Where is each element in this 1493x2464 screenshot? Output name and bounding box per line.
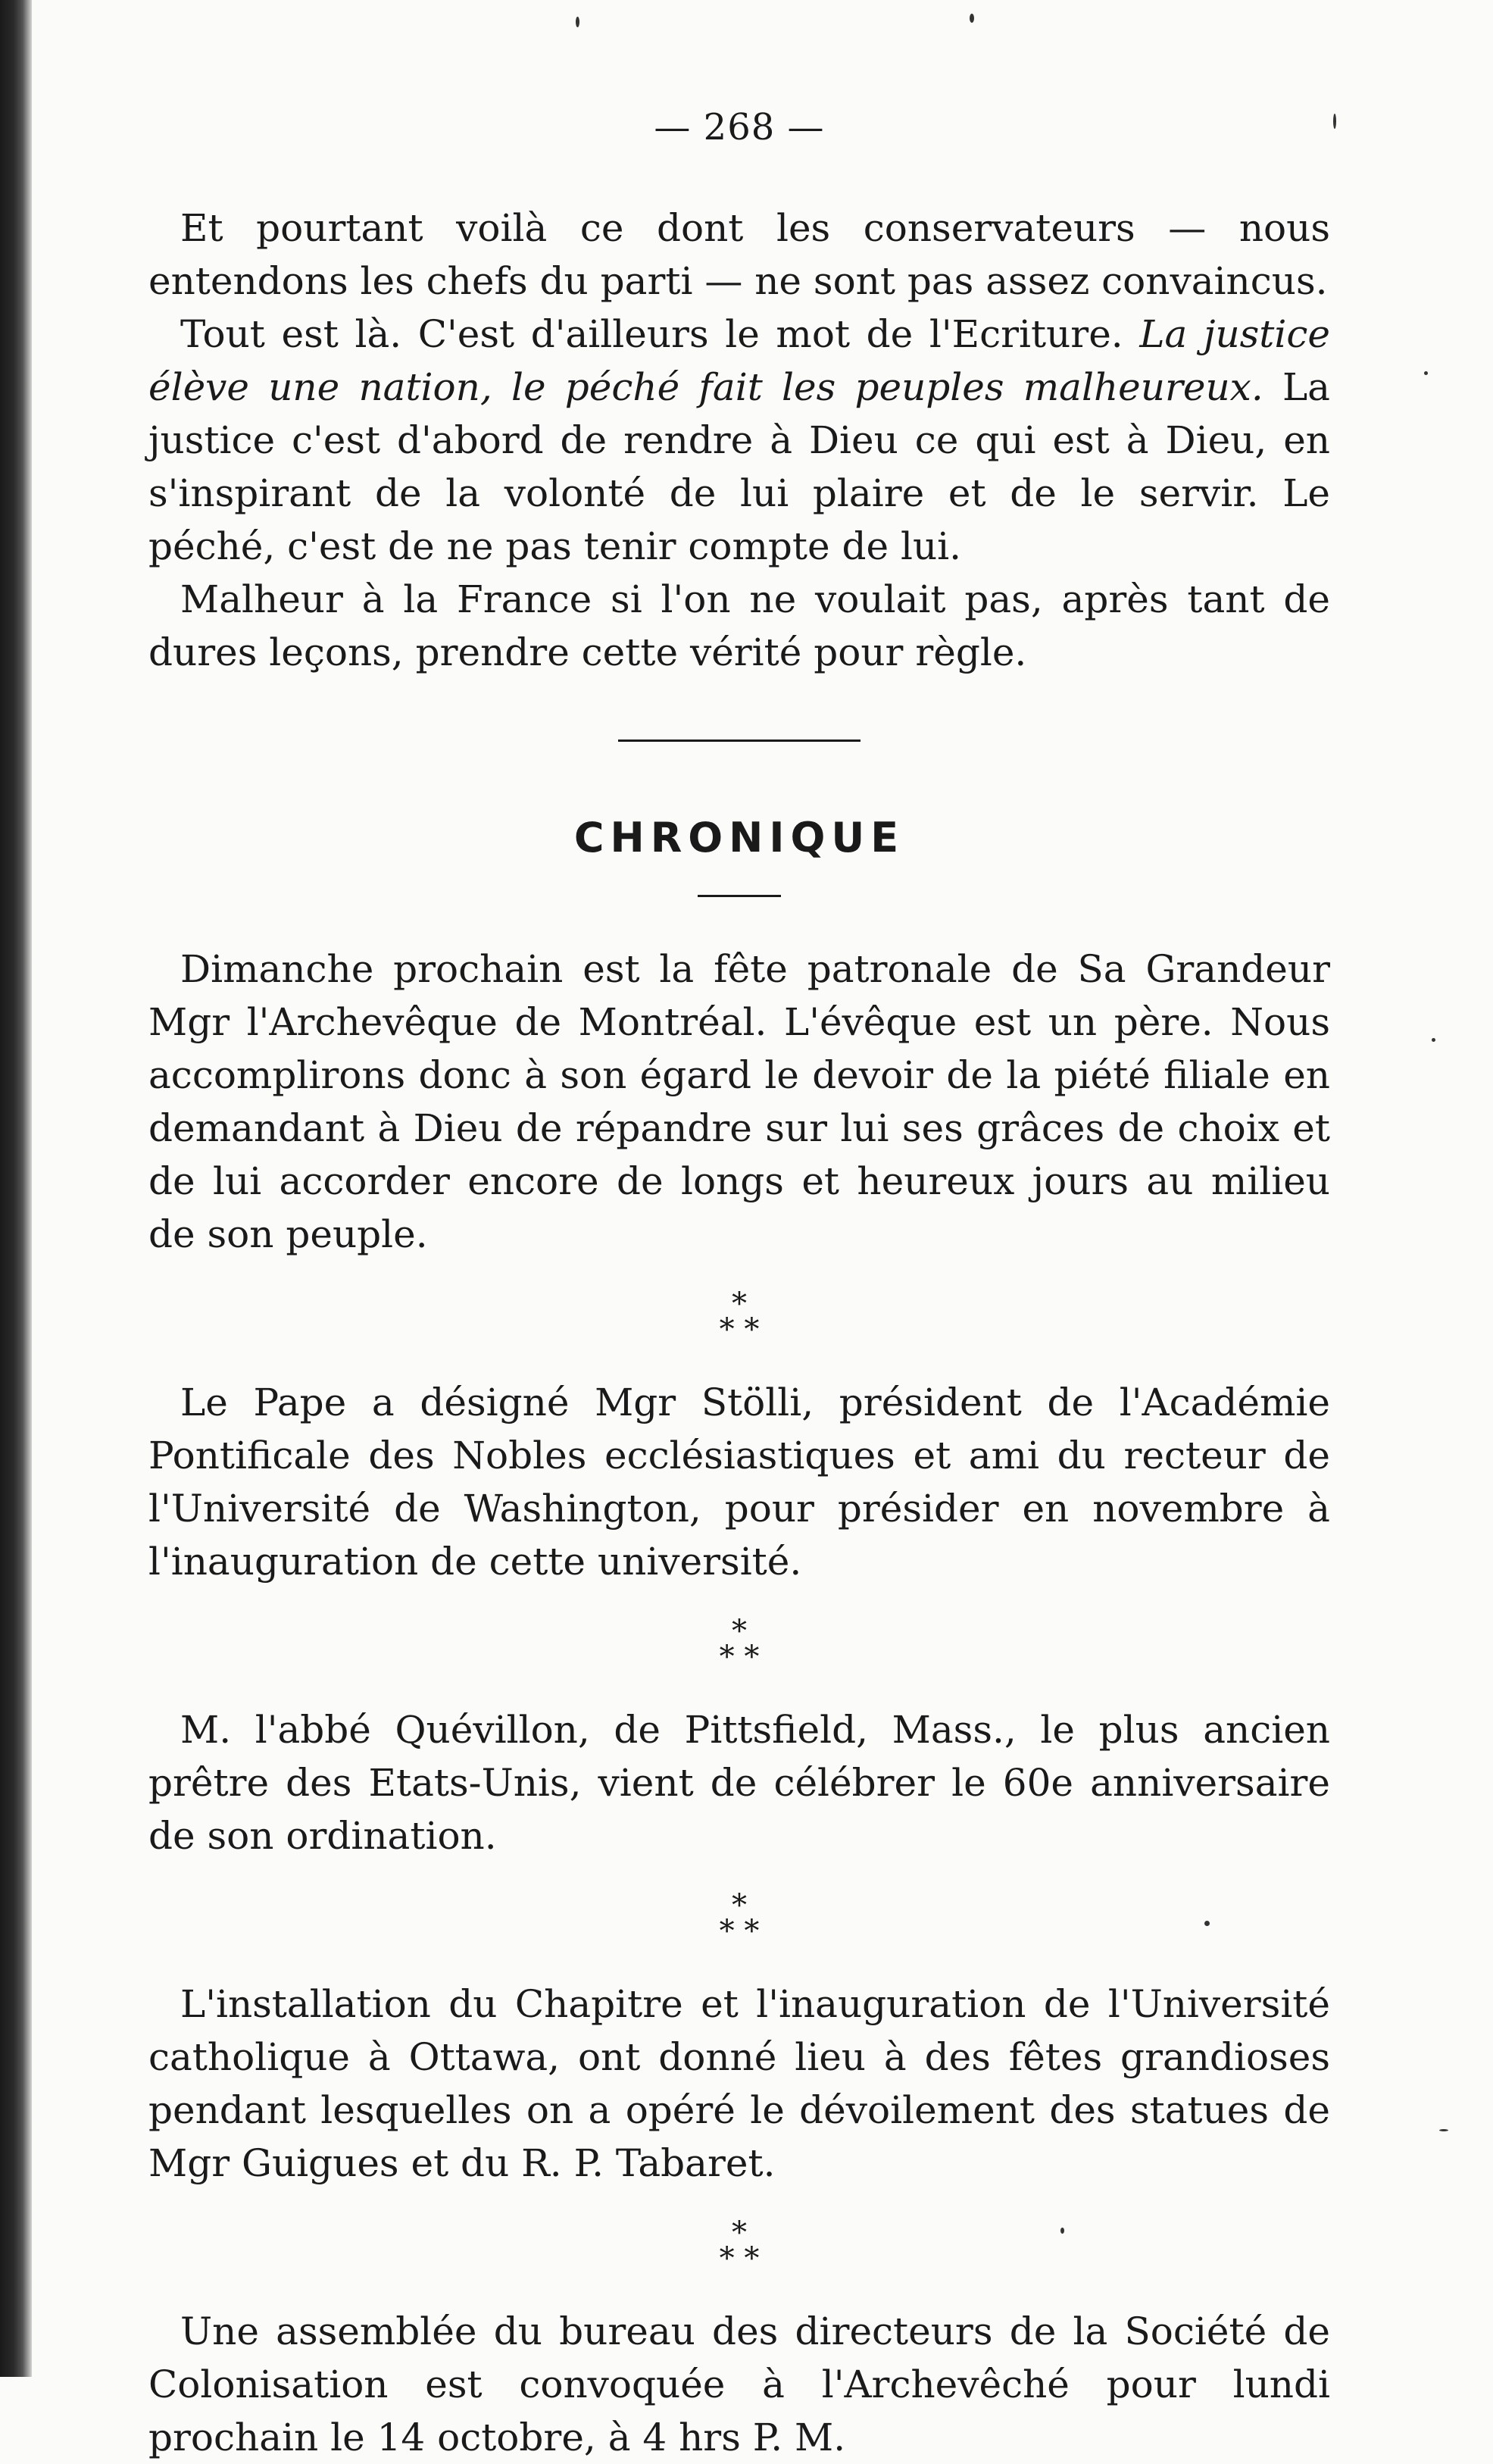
paragraph-text: Tout est là. C'est d'ailleurs le mot de l'Ecriture. <box>180 312 1140 356</box>
paragraph: Malheur à la France si l'on ne voulait pas, après tant de dures leçons, prendre cette vérité pour règle. <box>148 577 1330 674</box>
scan-speck <box>1424 371 1428 375</box>
section-divider <box>618 740 861 742</box>
asterism <box>148 1614 1330 1674</box>
asterism-star: * <box>744 2241 760 2276</box>
section-title: CHRONIQUE <box>573 814 905 861</box>
asterism-star-pair <box>148 1914 1330 1949</box>
scripture-quote: La justice élève une nation, le péché fait les peuples malheureux. <box>148 312 1330 409</box>
asterism-star: * <box>719 1914 735 1949</box>
chronicle-item: L'installation du Chapitre et l'inauguration de l'Université catholique à Ottawa, ont donné lieu à des fêtes grandioses pendant lesquelles on a opéré le dévoilement des statues de Mgr Guigues et du R. P. Tabaret. <box>148 1982 1330 2185</box>
book-binding-edge <box>0 0 32 2377</box>
asterism-star-pair <box>148 2241 1330 2276</box>
asterism-star: * <box>744 1640 760 1674</box>
asterism-star: * <box>744 1914 760 1949</box>
asterism <box>148 1287 1330 1347</box>
asterism-star: * <box>732 1287 747 1321</box>
paragraph: Et pourtant voilà ce dont les conservateurs — nous entendons les chefs du parti — ne sont pas assez convaincus. <box>148 206 1330 303</box>
chronicle-item: Dimanche prochain est la fête patronale de Sa Grandeur Mgr l'Archevêque de Montréal. L'évêque est un père. Nous accomplirons donc à son égard le devoir de la piété filiale en demandant à Dieu de répandre sur lui ses grâces de choix et de lui accorder encore de longs et heureux jours au milieu de son peuple. <box>148 947 1330 1256</box>
chronicle-item: Le Pape a désigné Mgr Stölli, président de l'Académie Pontificale des Nobles ecclésiastiques et ami du recteur de l'Université de Washington, pour présider en novembre à l'inauguration de cette université. <box>148 1381 1330 1584</box>
asterism <box>148 1888 1330 1949</box>
scan-speck <box>1439 2129 1448 2131</box>
scan-speck <box>970 14 974 23</box>
asterism-star: * <box>719 1312 735 1347</box>
paragraph <box>148 308 1330 573</box>
page-body <box>148 106 1330 2464</box>
asterism <box>148 2215 1330 2276</box>
chronicle-item: M. l'abbé Quévillon, de Pittsfield, Mass., le plus ancien prêtre des Etats-Unis, vient de célébrer le 60e anniversaire de son ordination. <box>148 1708 1330 1858</box>
scan-speck <box>1333 114 1336 129</box>
asterism-star: * <box>719 1640 735 1674</box>
chronicle-item: Une assemblée du bureau des directeurs de la Société de Colonisation est convoquée à l'Archevêché pour lundi prochain le 14 octobre, à 4 hrs P. M. <box>148 2309 1330 2459</box>
asterism-star-pair <box>148 1312 1330 1347</box>
asterism-star: * <box>732 1888 747 1923</box>
page-number: — 268 — <box>654 106 825 149</box>
asterism-star: * <box>732 1614 747 1649</box>
asterism-star: * <box>719 2241 735 2276</box>
scan-speck <box>576 17 579 27</box>
asterism-star: * <box>732 2215 747 2250</box>
asterism-star-pair <box>148 1640 1330 1674</box>
scan-speck <box>1432 1038 1435 1042</box>
asterism-star: * <box>744 1312 760 1347</box>
paragraph-text: La justice c'est d'abord de rendre à Dieu ce qui est à Dieu, en s'inspirant de la volonté de lui plaire et de le servir. Le péché, c'est de ne pas tenir compte de lui. <box>148 365 1330 568</box>
title-underline <box>698 895 781 897</box>
